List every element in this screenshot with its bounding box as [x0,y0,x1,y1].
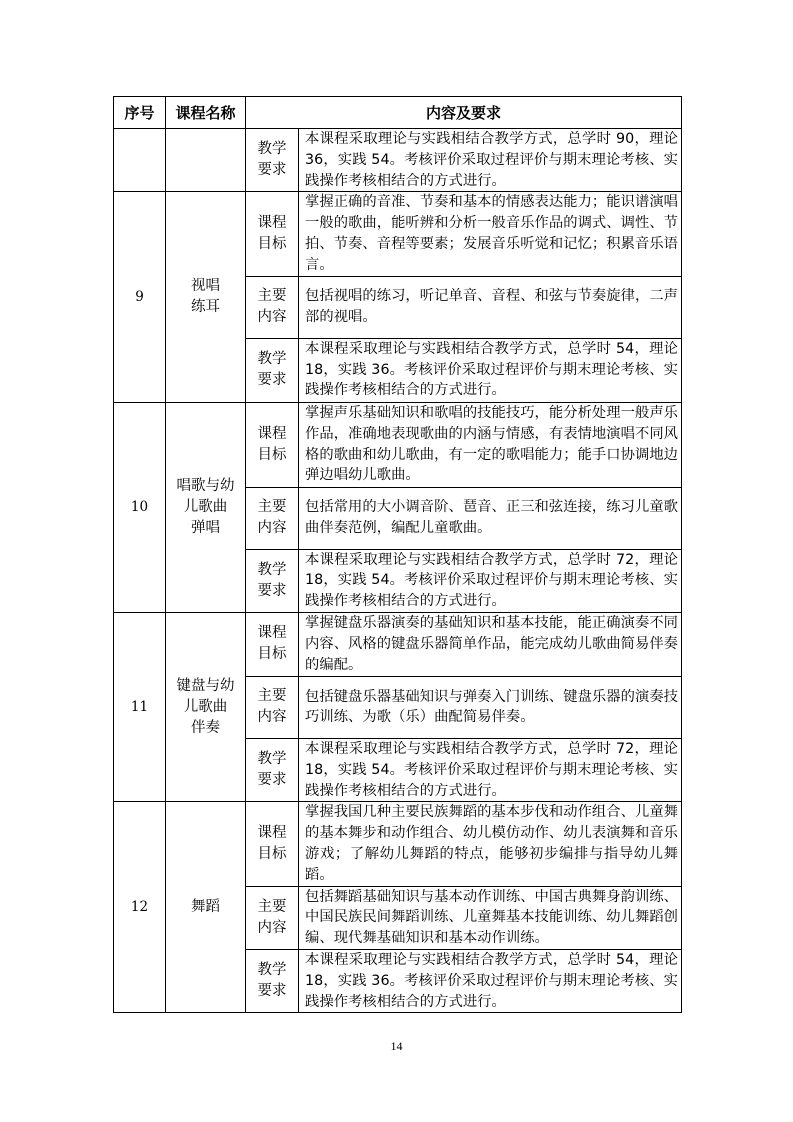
row-content: 包括常用的大小调音阶、琶音、正三和弦连接，练习儿童歌曲伴奏范例，编配儿童歌曲。 [299,487,682,549]
course-name: 舞蹈 [166,802,246,1013]
row-label: 教学 要求 [246,129,299,192]
row-content: 本课程采取理论与实践相结合教学方式，总学时 90，理论 36，实践 54。考核评价采取过程评价与期末理论考核、实践操作考核相结合的方式进行。 [299,129,682,192]
row-label: 教学 要求 [246,549,299,612]
table-header-row [114,97,682,129]
course-table [113,96,682,1013]
table-row-course-9-goal [114,192,682,276]
course-no: 11 [114,612,166,801]
table-row-continuation [114,129,682,192]
row-content: 掌握键盘乐器演奏的基础知识和基本技能，能正确演奏不同内容、风格的键盘乐器简单作品，能完成幼儿歌曲简易伴奏的编配。 [299,612,682,676]
table-row-course-11-goal [114,612,682,676]
row-content: 掌握正确的音准、节奏和基本的情感表达能力；能识谱演唱一般的歌曲，能听辨和分析一般音乐作品的调式、调性、节拍、节奏、音程等要素；发展音乐听觉和记忆；积累音乐语言。 [299,192,682,276]
header-name: 课程名称 [166,97,246,129]
row-label: 教学 要求 [246,738,299,801]
row-content: 包括键盘乐器基础知识与弹奏入门训练、键盘乐器的演奏技巧训练、为歌（乐）曲配简易伴奏。 [299,676,682,738]
row-label: 教学 要求 [246,338,299,402]
table-row-course-10-goal [114,402,682,487]
page-number: 14 [390,1039,403,1053]
row-content: 包括舞蹈基础知识与基本动作训练、中国古典舞身韵训练、中国民族民间舞蹈训练、儿童舞基本技能训练、幼儿舞蹈创编、现代舞基础知识和基本动作训练。 [299,886,682,949]
row-label: 课程 目标 [246,192,299,276]
row-label: 主要 内容 [246,886,299,949]
course-name: 视唱 练耳 [166,192,246,402]
row-content: 本课程采取理论与实践相结合教学方式，总学时 72，理论 18，实践 54。考核评价采取过程评价与期末理论考核、实践操作考核相结合的方式进行。 [299,738,682,801]
row-label: 课程 目标 [246,802,299,886]
row-content: 掌握声乐基础知识和歌唱的技能技巧，能分析处理一般声乐作品，准确地表现歌曲的内涵与情感，有表情地演唱不同风格的歌曲和幼儿歌曲，有一定的歌唱能力；能手口协调地边弹边唱幼儿歌曲。 [299,402,682,487]
cell-name-empty [166,129,246,192]
row-label: 课程 目标 [246,612,299,676]
course-no: 9 [114,192,166,402]
row-content: 本课程采取理论与实践相结合教学方式，总学时 54，理论 18，实践 36。考核评价采取过程评价与期末理论考核、实践操作考核相结合的方式进行。 [299,338,682,402]
header-content: 内容及要求 [246,97,682,129]
row-label: 主要 内容 [246,276,299,338]
header-no: 序号 [114,97,166,129]
course-name: 唱歌与幼 儿歌曲 弹唱 [166,402,246,612]
row-label: 课程 目标 [246,402,299,487]
table-row-course-12-goal [114,802,682,886]
row-label: 主要 内容 [246,487,299,549]
row-label: 教学 要求 [246,949,299,1012]
cell-no-empty [114,129,166,192]
row-content: 本课程采取理论与实践相结合教学方式，总学时 72，理论 18，实践 54。考核评价采取过程评价与期末理论考核、实践操作考核相结合的方式进行。 [299,549,682,612]
course-name: 键盘与幼 儿歌曲 伴奏 [166,612,246,801]
row-content: 掌握我国几种主要民族舞蹈的基本步伐和动作组合、儿童舞的基本舞步和动作组合、幼儿模仿动作、幼儿表演舞和音乐游戏；了解幼儿舞蹈的特点，能够初步编排与指导幼儿舞蹈。 [299,802,682,886]
row-content: 本课程采取理论与实践相结合教学方式，总学时 54，理论 18，实践 36。考核评价采取过程评价与期末理论考核、实践操作考核相结合的方式进行。 [299,949,682,1012]
course-no: 12 [114,802,166,1013]
row-label: 主要 内容 [246,676,299,738]
row-content: 包括视唱的练习，听记单音、音程、和弦与节奏旋律，二声部的视唱。 [299,276,682,338]
course-no: 10 [114,402,166,612]
